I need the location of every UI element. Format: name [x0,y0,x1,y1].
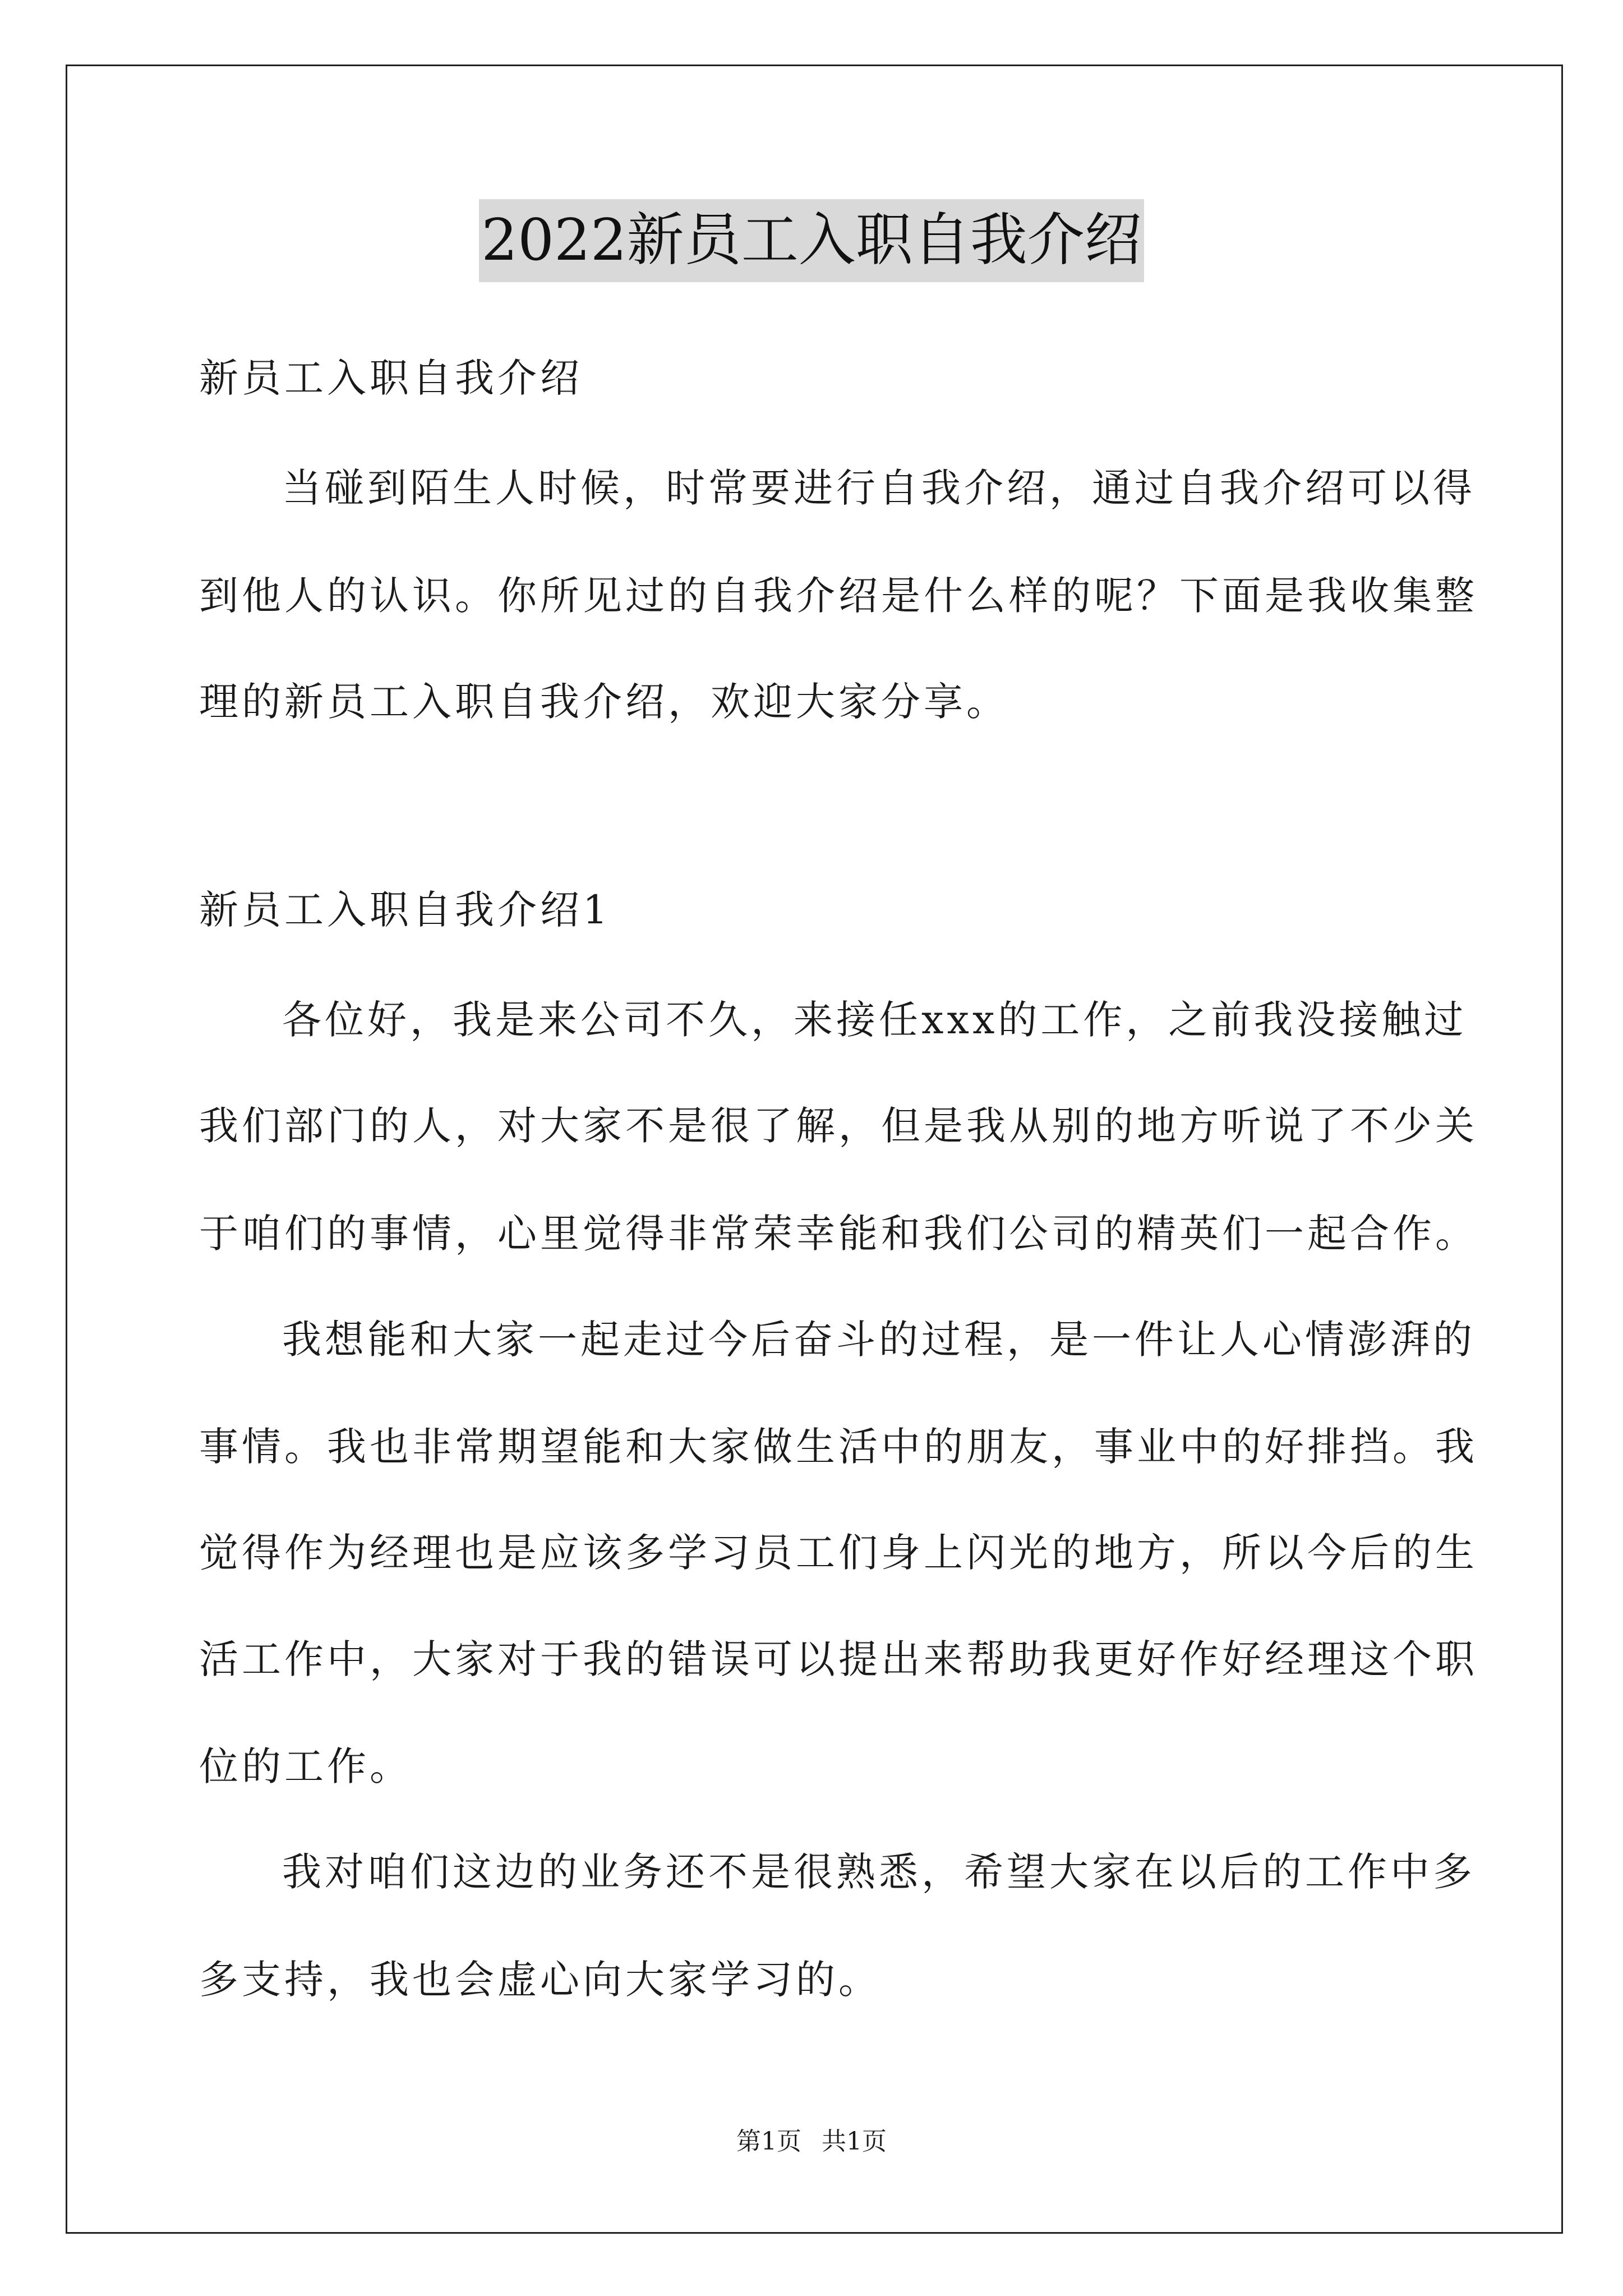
para3-line-2: 多支持，我也会虚心向大家学习的。 [199,1957,881,2003]
para2-line-2: 事情。我也非常期望能和大家做生活中的朋友，事业中的好排挡。我 [199,1424,1478,1470]
intro-line-3: 理的新员工入职自我介绍，欢迎大家分享。 [199,679,1009,725]
para2-line-3: 觉得作为经理也是应该多学习员工们身上闪光的地方，所以今后的生 [199,1530,1478,1576]
page-number-total: 共1页 [822,2127,887,2156]
intro-line-2: 到他人的认识。你所见过的自我介绍是什么样的呢？下面是我收集整 [199,573,1478,619]
para2-line-4: 活工作中，大家对于我的错误可以提出来帮助我更好作好经理这个职 [199,1636,1478,1682]
document-title: 2022新员工入职自我介绍 [479,199,1144,282]
page-footer [0,2125,1623,2159]
intro-line-1: 当碰到陌生人时候，时常要进行自我介绍，通过自我介绍可以得 [282,465,1476,511]
para1-line-1: 各位好，我是来公司不久，来接任xxx的工作，之前我没接触过 [282,997,1467,1043]
para2-line-5: 位的工作。 [199,1743,412,1789]
para1-line-3: 于咱们的事情，心里觉得非常荣幸能和我们公司的精英们一起合作。 [199,1211,1478,1257]
section-heading: 新员工入职自我介绍1 [199,887,611,933]
para3-line-1: 我对咱们这边的业务还不是很熟悉，希望大家在以后的工作中多 [282,1849,1476,1895]
para1-line-2: 我们部门的人，对大家不是很了解，但是我从别的地方听说了不少关 [199,1103,1478,1149]
title-container [0,199,1623,282]
page-number-current: 第1页 [736,2127,801,2156]
subtitle: 新员工入职自我介绍 [199,355,583,401]
para2-line-1: 我想能和大家一起走过今后奋斗的过程，是一件让人心情澎湃的 [282,1317,1476,1363]
